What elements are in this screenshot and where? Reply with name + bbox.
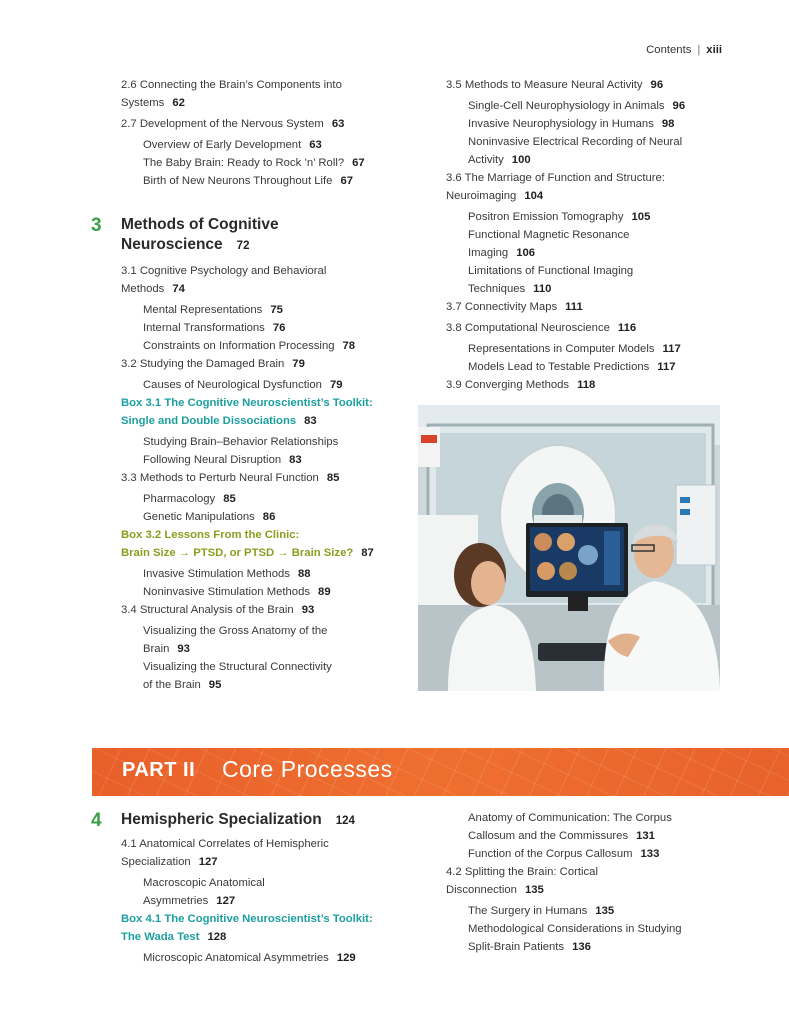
- entry-title: Brain Size → PTSD, or PTSD → Brain Size?: [121, 547, 354, 559]
- entry-title: Studying Brain–Behavior Relationships: [143, 436, 339, 448]
- toc-subentry: [446, 115, 685, 133]
- entry-title: Asymmetries: [143, 895, 209, 907]
- chapter-title: [121, 215, 279, 256]
- entry-page-number: 129: [336, 952, 356, 964]
- toc-entry: [446, 863, 682, 881]
- toc-subentry: [446, 151, 685, 169]
- box-entry: [121, 526, 374, 544]
- entry-title: of the Brain: [143, 679, 201, 691]
- entry-title: Single and Double Dissociations: [121, 415, 297, 427]
- toc-subentry: [121, 508, 374, 526]
- toc-subentry: [446, 262, 685, 280]
- entry-title: Visualizing the Gross Anatomy of the: [143, 625, 328, 637]
- entry-title: Birth of New Neurons Throughout Life: [143, 175, 333, 187]
- entry-page-number: 117: [657, 361, 676, 373]
- toc-entry: [121, 115, 365, 133]
- entry-page-number: 74: [172, 283, 185, 295]
- entry-title: 3.5 Methods to Measure Neural Activity: [446, 79, 643, 91]
- chapter-number: 4: [91, 810, 102, 831]
- lab-photo: [418, 405, 720, 691]
- chapter-title-line-2: [121, 235, 279, 256]
- toc-left-chapter-4: [121, 835, 373, 967]
- toc-subentry: [121, 337, 374, 355]
- chapter-title-text: Hemispheric Specialization: [121, 811, 322, 828]
- chapter-number: 3: [91, 215, 102, 236]
- toc-entry: [446, 298, 685, 316]
- toc-left-top: [121, 76, 365, 190]
- entry-page-number: 106: [516, 247, 536, 259]
- chapter-4-heading: [91, 810, 355, 831]
- chapter-title: [121, 810, 355, 831]
- chapter-title-line-1: Methods of Cognitive: [121, 216, 279, 233]
- toc-entry: [121, 853, 373, 871]
- box-entry: [121, 910, 373, 928]
- entry-page-number: 79: [292, 358, 305, 370]
- entry-page-number: 83: [304, 415, 317, 427]
- entry-title: 3.8 Computational Neuroscience: [446, 322, 610, 334]
- entry-title: Invasive Neurophysiology in Humans: [468, 118, 654, 130]
- entry-title: Microscopic Anatomical Asymmetries: [143, 952, 329, 964]
- toc-subentry: [121, 319, 374, 337]
- toc-subentry: [446, 226, 685, 244]
- toc-right-chapter-4: [446, 809, 682, 956]
- entry-page-number: 76: [272, 322, 286, 334]
- toc-subentry: [121, 301, 374, 319]
- entry-page-number: 100: [511, 154, 531, 166]
- entry-title: Box 3.1 The Cognitive Neuroscientist’s Toolkit:: [121, 397, 373, 409]
- part-banner: [92, 748, 789, 796]
- entry-page-number: 75: [270, 304, 283, 316]
- entry-title: Noninvasive Stimulation Methods: [143, 586, 311, 598]
- toc-subentry: [121, 676, 374, 694]
- toc-subentry: [121, 136, 365, 154]
- entry-page-number: 93: [177, 643, 190, 655]
- entry-title: 3.4 Structural Analysis of the Brain: [121, 604, 294, 616]
- entry-page-number: 136: [572, 941, 591, 953]
- entry-title: Box 4.1 The Cognitive Neuroscientist’s Toolkit:: [121, 913, 373, 925]
- entry-page-number: 105: [631, 211, 651, 223]
- entry-title: Positron Emission Tomography: [468, 211, 624, 223]
- entry-title: Systems: [121, 97, 165, 109]
- entry-title: The Surgery in Humans: [468, 905, 588, 917]
- entry-title: 3.9 Converging Methods: [446, 379, 570, 391]
- entry-page-number: 83: [289, 454, 302, 466]
- entry-page-number: 110: [533, 283, 552, 295]
- entry-page-number: 128: [207, 931, 227, 943]
- toc-subentry: [121, 583, 374, 601]
- entry-title: 4.2 Splitting the Brain: Cortical: [446, 866, 598, 878]
- box-entry: [121, 412, 374, 430]
- toc-entry: [121, 76, 365, 94]
- toc-entry: [446, 187, 685, 205]
- toc-subentry: [446, 280, 685, 298]
- entry-title: Genetic Manipulations: [143, 511, 255, 523]
- entry-page-number: 67: [352, 157, 365, 169]
- entry-page-number: 111: [565, 301, 583, 313]
- entry-title: Brain: [143, 643, 170, 655]
- toc-subentry: [446, 920, 682, 938]
- entry-title: Mental Representations: [143, 304, 263, 316]
- entry-page-number: 79: [329, 379, 343, 391]
- chapter-page: 72: [236, 240, 250, 252]
- entry-title: 3.7 Connectivity Maps: [446, 301, 558, 313]
- entry-title: The Wada Test: [121, 931, 200, 943]
- toc-subentry: [121, 874, 373, 892]
- entry-title: Callosum and the Commissures: [468, 830, 629, 842]
- entry-title: Disconnection: [446, 884, 517, 896]
- entry-page-number: 98: [661, 118, 675, 130]
- entry-page-number: 96: [672, 100, 686, 112]
- entry-title: 3.2 Studying the Damaged Brain: [121, 358, 285, 370]
- running-header: [646, 44, 722, 56]
- toc-entry: [446, 319, 685, 337]
- entry-page-number: 62: [172, 97, 185, 109]
- toc-entry: [121, 601, 374, 619]
- entry-title: Anatomy of Communication: The Corpus: [468, 812, 672, 824]
- entry-page-number: 86: [262, 511, 276, 523]
- toc-subentry: [121, 376, 374, 394]
- toc-right-top: [446, 76, 685, 394]
- entry-page-number: 127: [198, 856, 218, 868]
- entry-title: Activity: [468, 154, 504, 166]
- entry-title: Causes of Neurological Dysfunction: [143, 379, 322, 391]
- toc-entry: [121, 469, 374, 487]
- header-section: Contents: [646, 44, 692, 56]
- entry-page-number: 133: [640, 848, 660, 860]
- toc-subentry: [121, 172, 365, 190]
- toc-entry: [121, 280, 374, 298]
- toc-subentry: [446, 902, 682, 920]
- toc-subentry: [446, 133, 685, 151]
- entry-title: Visualizing the Structural Connectivity: [143, 661, 332, 673]
- entry-title: Function of the Corpus Callosum: [468, 848, 633, 860]
- entry-title: Imaging: [468, 247, 509, 259]
- header-separator: |: [697, 44, 701, 56]
- toc-subentry: [446, 938, 682, 956]
- entry-page-number: 85: [326, 472, 340, 484]
- toc-subentry: [121, 949, 373, 967]
- entry-title: Models Lead to Testable Predictions: [468, 361, 650, 373]
- entry-page-number: 135: [524, 884, 544, 896]
- box-entry: [121, 394, 374, 412]
- entry-title: Representations in Computer Models: [468, 343, 655, 355]
- entry-page-number: 63: [309, 139, 322, 151]
- entry-title: Split-Brain Patients: [468, 941, 565, 953]
- toc-left-chapter-3: [121, 262, 374, 694]
- toc-subentry: [121, 451, 374, 469]
- entry-title: Overview of Early Development: [143, 139, 302, 151]
- entry-title: Internal Transformations: [143, 322, 265, 334]
- entry-title: Constraints on Information Processing: [143, 340, 335, 352]
- entry-title: Pharmacology: [143, 493, 216, 505]
- entry-page-number: 116: [617, 322, 637, 334]
- toc-subentry: [121, 433, 374, 451]
- entry-page-number: 131: [636, 830, 655, 842]
- toc-entry: [121, 835, 373, 853]
- entry-title: Specialization: [121, 856, 191, 868]
- toc-subentry: [446, 809, 682, 827]
- entry-title: Methods: [121, 283, 165, 295]
- entry-title: 4.1 Anatomical Correlates of Hemispheric: [121, 838, 329, 850]
- entry-page-number: 135: [595, 905, 615, 917]
- entry-page-number: 95: [208, 679, 222, 691]
- chapter-title-text: Neuroscience: [121, 236, 223, 253]
- entry-page-number: 89: [318, 586, 331, 598]
- entry-page-number: 118: [577, 379, 596, 391]
- entry-page-number: 88: [297, 568, 311, 580]
- toc-subentry: [121, 640, 374, 658]
- entry-page-number: 87: [361, 547, 374, 559]
- entry-title: Functional Magnetic Resonance: [468, 229, 630, 241]
- entry-page-number: 78: [342, 340, 356, 352]
- entry-page-number: 85: [223, 493, 236, 505]
- entry-title: Box 3.2 Lessons From the Clinic:: [121, 529, 300, 541]
- banner-part-title: Core Processes: [222, 756, 393, 782]
- entry-title: Limitations of Functional Imaging: [468, 265, 634, 277]
- box-entry: [121, 544, 374, 562]
- entry-page-number: 63: [331, 118, 345, 130]
- toc-subentry: [121, 565, 374, 583]
- entry-page-number: 93: [301, 604, 315, 616]
- chapter-page: 124: [335, 815, 355, 827]
- entry-title: Single-Cell Neurophysiology in Animals: [468, 100, 665, 112]
- entry-title: Invasive Stimulation Methods: [143, 568, 290, 580]
- banner-part-label: PART II: [122, 759, 196, 781]
- toc-subentry: [121, 892, 373, 910]
- toc-entry: [446, 76, 685, 94]
- toc-subentry: [446, 827, 682, 845]
- entry-title: Following Neural Disruption: [143, 454, 282, 466]
- toc-entry: [121, 262, 374, 280]
- chapter-3-heading: [91, 215, 279, 256]
- toc-subentry: [446, 208, 685, 226]
- entry-page-number: 127: [216, 895, 236, 907]
- entry-title: 2.6 Connecting the Brain’s Components into: [121, 79, 342, 91]
- entry-title: 2.7 Development of the Nervous System: [121, 118, 324, 130]
- entry-title: The Baby Brain: Ready to Rock ’n’ Roll?: [143, 157, 345, 169]
- entry-title: Macroscopic Anatomical: [143, 877, 265, 889]
- toc-subentry: [446, 845, 682, 863]
- toc-entry: [446, 881, 682, 899]
- toc-entry: [121, 355, 374, 373]
- entry-title: Techniques: [468, 283, 526, 295]
- toc-entry: [446, 376, 685, 394]
- toc-subentry: [446, 97, 685, 115]
- toc-entry: [121, 94, 365, 112]
- entry-page-number: 67: [340, 175, 354, 187]
- toc-subentry: [446, 244, 685, 262]
- toc-subentry: [446, 358, 685, 376]
- entry-page-number: 96: [650, 79, 664, 91]
- lab-photo-illustration: [418, 405, 720, 691]
- header-page-number: xiii: [706, 44, 722, 56]
- toc-subentry: [121, 490, 374, 508]
- entry-page-number: 104: [524, 190, 544, 202]
- toc-subentry: [446, 340, 685, 358]
- entry-page-number: 117: [662, 343, 681, 355]
- entry-title: Noninvasive Electrical Recording of Neural: [468, 136, 683, 148]
- toc-subentry: [121, 658, 374, 676]
- entry-title: 3.6 The Marriage of Function and Structure:: [446, 172, 665, 184]
- entry-title: 3.1 Cognitive Psychology and Behavioral: [121, 265, 327, 277]
- box-entry: [121, 928, 373, 946]
- entry-title: Methodological Considerations in Studying: [468, 923, 682, 935]
- entry-title: Neuroimaging: [446, 190, 517, 202]
- toc-entry: [446, 169, 685, 187]
- toc-subentry: [121, 154, 365, 172]
- entry-title: 3.3 Methods to Perturb Neural Function: [121, 472, 319, 484]
- toc-subentry: [121, 622, 374, 640]
